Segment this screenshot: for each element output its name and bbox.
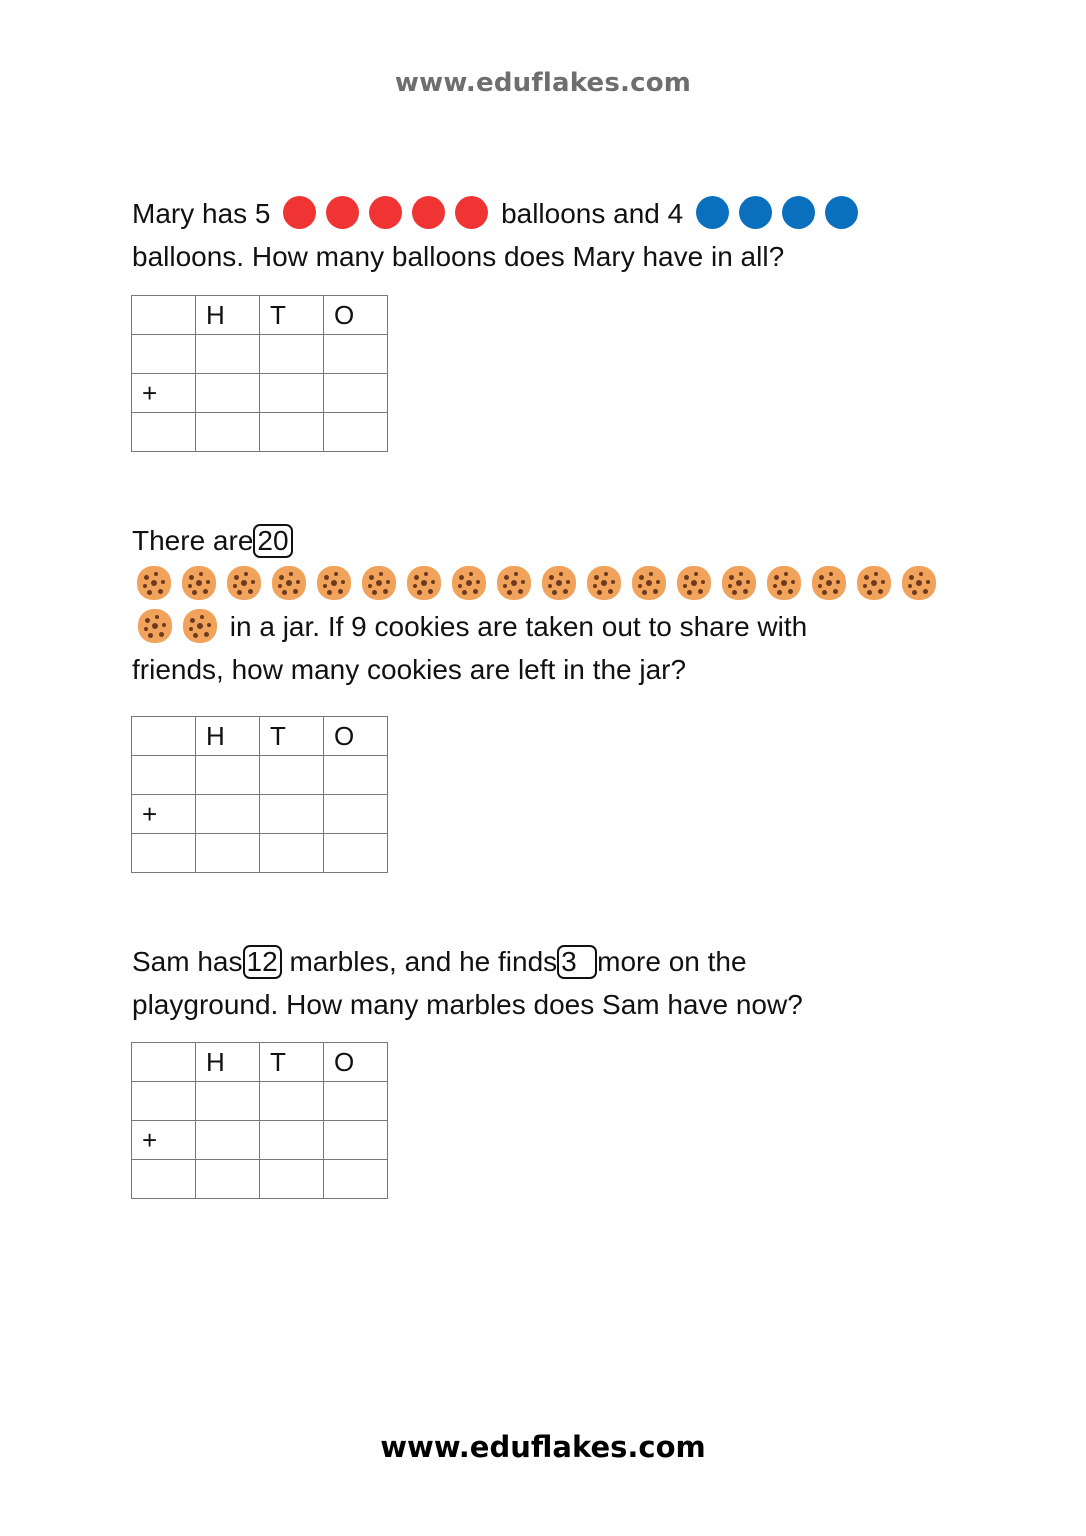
hto-cell[interactable] [324,1121,388,1160]
cookie-icon [272,566,306,600]
hto-cell[interactable] [324,756,388,795]
cookie-icon [227,566,261,600]
cookie-icon [632,566,666,600]
hto-corner [132,717,196,756]
blue-balloon-icon [696,196,729,229]
problem-2-text-a: There are [132,525,254,556]
hto-cell[interactable] [324,374,388,413]
cookie-icon [137,566,171,600]
red-balloon-icon [326,196,359,229]
hto-table-3 [131,1042,388,1199]
red-balloon-icon [455,196,488,229]
problem-1 [132,192,962,278]
hto-cell[interactable] [324,1082,388,1121]
cookie-icon [362,566,396,600]
hto-cell[interactable] [196,1082,260,1121]
cookie-icon [857,566,891,600]
problem-1-text-a: Mary has 5 [132,198,271,229]
hto-header-t: T [260,717,324,756]
hto-header-h: H [196,717,260,756]
cookie-icon [587,566,621,600]
hto-operator: + [132,1121,196,1160]
red-balloon-icon [283,196,316,229]
problem-3-text-b: marbles, and he finds [289,946,558,977]
site-footer: www.eduflakes.com [380,1430,706,1464]
problem-3 [132,940,962,1026]
hto-header-t: T [260,1043,324,1082]
hto-cell[interactable] [324,413,388,452]
boxed-number: 12 [243,945,282,979]
hto-table-1 [131,295,388,452]
cookie-icon [317,566,351,600]
site-header: www.eduflakes.com [394,68,692,98]
hto-operator: + [132,795,196,834]
hto-header-o: O [324,1043,388,1082]
cookie-icon [183,609,217,643]
hto-cell[interactable] [196,1160,260,1199]
blue-balloon-icon [825,196,858,229]
hto-cell[interactable] [196,795,260,834]
hto-cell[interactable] [260,374,324,413]
problem-3-text-a: Sam has [132,946,243,977]
cookie-icon [497,566,531,600]
hto-cell[interactable] [324,335,388,374]
hto-header-o: O [324,296,388,335]
hto-cell[interactable] [260,413,324,452]
problem-2-text-c: friends, how many cookies are left in the jar? [132,654,687,685]
hto-header-o: O [324,717,388,756]
hto-cell[interactable] [196,834,260,873]
cookie-icon [677,566,711,600]
hto-cell[interactable] [196,756,260,795]
cookie-icon [767,566,801,600]
hto-cell[interactable] [132,834,196,873]
cookie-icon [407,566,441,600]
hto-table-2 [131,716,388,873]
hto-cell[interactable] [132,335,196,374]
hto-cell[interactable] [196,1121,260,1160]
blue-balloon-icon [782,196,815,229]
hto-cell[interactable] [324,1160,388,1199]
problem-3-text-c: more on the [597,946,747,977]
hto-header-h: H [196,296,260,335]
hto-cell[interactable] [324,795,388,834]
cookie-row [131,562,962,605]
cookie-icon [452,566,486,600]
hto-cell[interactable] [260,1121,324,1160]
cookie-icon [902,566,936,600]
hto-cell[interactable] [260,335,324,374]
hto-corner [132,1043,196,1082]
hto-header-h: H [196,1043,260,1082]
hto-cell[interactable] [132,413,196,452]
hto-cell[interactable] [324,834,388,873]
problem-2-text-b: in a jar. If 9 cookies are taken out to share with [229,611,808,642]
hto-cell[interactable] [132,756,196,795]
red-balloon-icon [369,196,402,229]
problem-1-text-c: balloons. How many balloons does Mary have in all? [132,241,785,272]
boxed-number: 20 [253,524,292,558]
hto-cell[interactable] [132,1160,196,1199]
red-balloon-icon [412,196,445,229]
cookie-icon [812,566,846,600]
hto-cell[interactable] [196,335,260,374]
hto-cell[interactable] [132,1082,196,1121]
hto-cell[interactable] [196,413,260,452]
cookie-row [132,611,222,642]
hto-cell[interactable] [260,756,324,795]
boxed-number: 3 [557,945,597,979]
cookie-icon [138,609,172,643]
problem-2 [132,519,962,691]
problem-3-text-d: playground. How many marbles does Sam have now? [132,989,803,1020]
hto-cell[interactable] [196,374,260,413]
hto-corner [132,296,196,335]
hto-cell[interactable] [260,1082,324,1121]
problem-1-text-b: balloons and 4 [501,198,684,229]
red-balloons [278,198,501,229]
blue-balloons [691,198,863,229]
hto-header-t: T [260,296,324,335]
hto-cell[interactable] [260,1160,324,1199]
hto-cell[interactable] [260,795,324,834]
hto-operator: + [132,374,196,413]
hto-cell[interactable] [260,834,324,873]
cookie-icon [722,566,756,600]
cookie-icon [542,566,576,600]
cookie-icon [182,566,216,600]
blue-balloon-icon [739,196,772,229]
